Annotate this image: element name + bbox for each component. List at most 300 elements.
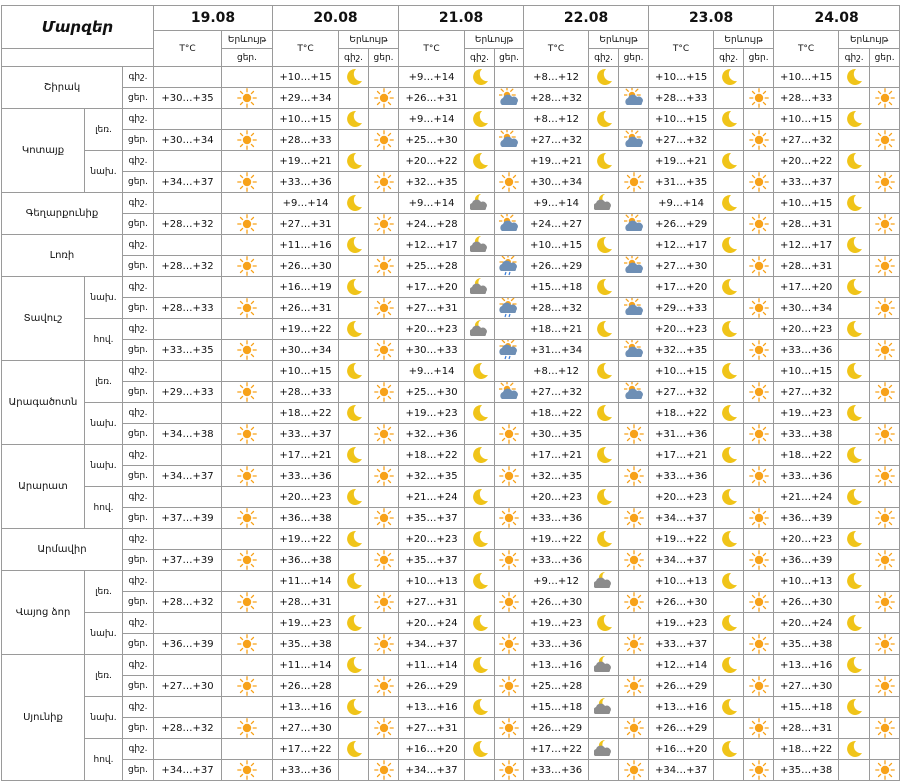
- temperature-cell: [154, 571, 222, 592]
- day-label: ցեր.: [123, 256, 154, 277]
- temperature-cell: +35…+38: [273, 634, 339, 655]
- empty-icon-cell: [589, 676, 619, 697]
- moon-icon: [839, 277, 870, 298]
- moon-icon: [714, 193, 744, 214]
- temperature-cell: +12…+14: [649, 655, 714, 676]
- empty-icon-cell: [465, 634, 495, 655]
- moon-icon: [714, 655, 744, 676]
- night-label: գիշ.: [123, 403, 154, 424]
- table-row: [2, 676, 900, 697]
- temperature-cell: +17…+20: [774, 277, 839, 298]
- temp-header: T°C: [524, 31, 589, 67]
- empty-icon-cell: [744, 487, 774, 508]
- temperature-cell: +9…+14: [399, 109, 465, 130]
- temperature-cell: +9…+14: [399, 67, 465, 88]
- temperature-cell: +27…+31: [399, 298, 465, 319]
- temperature-cell: [154, 445, 222, 466]
- moon-icon: [839, 697, 870, 718]
- moon-icon: [714, 739, 744, 760]
- moon-icon: [339, 193, 369, 214]
- empty-icon-cell: [619, 67, 649, 88]
- day-header: ցեր.: [619, 49, 649, 67]
- temperature-cell: +19…+23: [524, 613, 589, 634]
- empty-icon-cell: [495, 487, 524, 508]
- temperature-cell: +34…+37: [154, 760, 222, 781]
- moon-icon: [465, 697, 495, 718]
- empty-icon-cell: [619, 655, 649, 676]
- moon-icon: [714, 487, 744, 508]
- day-label: ցեր.: [123, 424, 154, 445]
- empty-icon-cell: [714, 298, 744, 319]
- temperature-cell: +19…+23: [399, 403, 465, 424]
- empty-icon-cell: [369, 445, 399, 466]
- empty-icon-cell: [870, 739, 900, 760]
- date-header: 20.08: [273, 6, 399, 31]
- day-label: ցեր.: [123, 508, 154, 529]
- sun-icon: [870, 424, 900, 445]
- region-name: Սյունիք: [2, 655, 85, 781]
- temperature-cell: +18…+22: [774, 445, 839, 466]
- temperature-cell: +20…+22: [399, 151, 465, 172]
- empty-icon-cell: [619, 277, 649, 298]
- table-row: [2, 760, 900, 781]
- empty-icon-cell: [222, 361, 273, 382]
- table-row: [2, 298, 900, 319]
- table-row: [2, 571, 900, 592]
- temperature-cell: +33…+36: [273, 466, 339, 487]
- empty-icon-cell: [465, 424, 495, 445]
- temperature-cell: +13…+16: [273, 697, 339, 718]
- phenomenon-header: Երևույթ: [839, 31, 900, 49]
- empty-icon-cell: [339, 466, 369, 487]
- temperature-cell: +16…+20: [649, 739, 714, 760]
- empty-icon-cell: [339, 382, 369, 403]
- temperature-cell: +20…+23: [524, 487, 589, 508]
- sun-icon: [369, 634, 399, 655]
- moon-icon: [839, 739, 870, 760]
- table-row: [2, 382, 900, 403]
- moon-icon: [339, 277, 369, 298]
- forecast-body: [2, 67, 900, 781]
- sun-icon: [870, 550, 900, 571]
- moon-icon: [714, 67, 744, 88]
- empty-icon-cell: [465, 508, 495, 529]
- temperature-cell: +20…+23: [649, 319, 714, 340]
- temperature-cell: +32…+36: [399, 424, 465, 445]
- empty-icon-cell: [744, 613, 774, 634]
- empty-icon-cell: [589, 466, 619, 487]
- moon-icon: [839, 487, 870, 508]
- sun-icon: [369, 382, 399, 403]
- empty-icon-cell: [619, 151, 649, 172]
- sun-icon: [619, 676, 649, 697]
- sun-icon: [369, 550, 399, 571]
- temperature-cell: +24…+28: [399, 214, 465, 235]
- sun-icon: [369, 256, 399, 277]
- temperature-cell: +26…+30: [273, 256, 339, 277]
- day-label: ցեր.: [123, 466, 154, 487]
- temperature-cell: +27…+32: [524, 382, 589, 403]
- empty-icon-cell: [839, 508, 870, 529]
- empty-icon-cell: [870, 487, 900, 508]
- temperature-cell: +19…+21: [273, 151, 339, 172]
- empty-icon-cell: [339, 424, 369, 445]
- empty-icon-cell: [619, 193, 649, 214]
- empty-icon-cell: [714, 760, 744, 781]
- moon-icon: [589, 445, 619, 466]
- empty-icon-cell: [714, 550, 744, 571]
- table-row: [2, 214, 900, 235]
- empty-icon-cell: [619, 613, 649, 634]
- empty-icon-cell: [369, 697, 399, 718]
- moon-icon: [465, 151, 495, 172]
- empty-icon-cell: [495, 613, 524, 634]
- temperature-cell: +21…+24: [774, 487, 839, 508]
- moon-icon: [339, 319, 369, 340]
- empty-icon-cell: [870, 277, 900, 298]
- temperature-cell: +28…+33: [154, 298, 222, 319]
- empty-icon-cell: [339, 172, 369, 193]
- sun-icon: [870, 130, 900, 151]
- subregion-label: հով.: [85, 487, 123, 529]
- empty-icon-cell: [495, 655, 524, 676]
- empty-icon-cell: [870, 571, 900, 592]
- temperature-cell: +26…+30: [774, 592, 839, 613]
- temperature-cell: +36…+38: [273, 508, 339, 529]
- empty-icon-cell: [222, 319, 273, 340]
- temperature-cell: +27…+30: [649, 256, 714, 277]
- empty-icon-cell: [839, 214, 870, 235]
- moon-icon: [339, 235, 369, 256]
- empty-icon-cell: [870, 655, 900, 676]
- temperature-cell: +26…+29: [649, 718, 714, 739]
- temperature-cell: +36…+39: [774, 550, 839, 571]
- partly-cloudy-day-icon: [495, 214, 524, 235]
- empty-icon-cell: [619, 739, 649, 760]
- empty-icon-cell: [839, 718, 870, 739]
- partly-cloudy-day-icon: [619, 214, 649, 235]
- temperature-cell: +33…+35: [154, 340, 222, 361]
- temperature-cell: [154, 487, 222, 508]
- empty-icon-cell: [870, 67, 900, 88]
- empty-icon-cell: [839, 634, 870, 655]
- sun-icon: [619, 172, 649, 193]
- empty-icon-cell: [839, 466, 870, 487]
- sun-icon: [222, 88, 273, 109]
- empty-icon-cell: [465, 298, 495, 319]
- empty-icon-cell: [744, 109, 774, 130]
- temperature-cell: +17…+22: [273, 739, 339, 760]
- empty-icon-cell: [619, 571, 649, 592]
- moon-icon: [339, 445, 369, 466]
- header-spacer: [2, 49, 154, 67]
- night-header: գիշ.: [714, 49, 744, 67]
- temperature-cell: +26…+29: [649, 676, 714, 697]
- temperature-cell: +29…+33: [649, 298, 714, 319]
- moon-icon: [839, 403, 870, 424]
- temperature-cell: +10…+15: [524, 235, 589, 256]
- temperature-cell: +33…+37: [273, 424, 339, 445]
- temperature-cell: +10…+15: [649, 109, 714, 130]
- empty-icon-cell: [339, 634, 369, 655]
- day-label: ցեր.: [123, 676, 154, 697]
- temperature-cell: +9…+14: [524, 193, 589, 214]
- empty-icon-cell: [619, 319, 649, 340]
- day-header: ցեր.: [222, 49, 273, 67]
- empty-icon-cell: [369, 319, 399, 340]
- day-label: ցեր.: [123, 592, 154, 613]
- empty-icon-cell: [465, 466, 495, 487]
- temperature-cell: +28…+32: [524, 88, 589, 109]
- night-label: գիշ.: [123, 613, 154, 634]
- sun-icon: [619, 634, 649, 655]
- empty-icon-cell: [839, 340, 870, 361]
- moon-icon: [839, 655, 870, 676]
- empty-icon-cell: [339, 718, 369, 739]
- partly-cloudy-night-icon: [589, 655, 619, 676]
- temperature-cell: [154, 67, 222, 88]
- empty-icon-cell: [465, 718, 495, 739]
- sun-icon: [744, 676, 774, 697]
- empty-icon-cell: [369, 487, 399, 508]
- temperature-cell: +15…+18: [774, 697, 839, 718]
- empty-icon-cell: [619, 697, 649, 718]
- temperature-cell: +19…+23: [774, 403, 839, 424]
- temperature-cell: +20…+23: [399, 529, 465, 550]
- empty-icon-cell: [744, 739, 774, 760]
- sun-icon: [495, 172, 524, 193]
- temperature-cell: +25…+30: [399, 382, 465, 403]
- empty-icon-cell: [714, 130, 744, 151]
- temperature-cell: +30…+35: [524, 424, 589, 445]
- empty-icon-cell: [495, 571, 524, 592]
- empty-icon-cell: [589, 214, 619, 235]
- temperature-cell: +13…+16: [524, 655, 589, 676]
- temperature-cell: +10…+15: [273, 67, 339, 88]
- temperature-cell: +26…+30: [524, 592, 589, 613]
- temperature-cell: +10…+15: [774, 361, 839, 382]
- temperature-cell: +29…+34: [273, 88, 339, 109]
- temperature-cell: [154, 613, 222, 634]
- sun-icon: [744, 130, 774, 151]
- subregion-label: հով.: [85, 739, 123, 781]
- sun-icon: [222, 760, 273, 781]
- empty-icon-cell: [369, 529, 399, 550]
- empty-icon-cell: [222, 67, 273, 88]
- date-header: 19.08: [154, 6, 273, 31]
- partly-cloudy-night-icon: [465, 277, 495, 298]
- moon-icon: [465, 571, 495, 592]
- empty-icon-cell: [619, 403, 649, 424]
- sun-icon: [222, 172, 273, 193]
- empty-icon-cell: [222, 529, 273, 550]
- temperature-cell: +27…+31: [273, 214, 339, 235]
- moon-icon: [339, 571, 369, 592]
- moon-icon: [465, 739, 495, 760]
- temperature-cell: +8…+12: [524, 67, 589, 88]
- night-label: գիշ.: [123, 445, 154, 466]
- table-row: [2, 403, 900, 424]
- night-label: գիշ.: [123, 571, 154, 592]
- temperature-cell: +28…+31: [774, 214, 839, 235]
- sun-icon: [744, 172, 774, 193]
- sun-icon: [870, 676, 900, 697]
- temperature-cell: +25…+30: [399, 130, 465, 151]
- temperature-cell: +33…+36: [524, 634, 589, 655]
- temperature-cell: +31…+35: [649, 172, 714, 193]
- regions-header: Մարզեր: [2, 6, 154, 49]
- sun-icon: [495, 424, 524, 445]
- table-row: [2, 697, 900, 718]
- moon-icon: [714, 319, 744, 340]
- empty-icon-cell: [222, 613, 273, 634]
- temperature-cell: +26…+31: [273, 298, 339, 319]
- temperature-cell: [154, 109, 222, 130]
- sun-cloud-rain-icon: [495, 340, 524, 361]
- empty-icon-cell: [465, 256, 495, 277]
- temperature-cell: [154, 277, 222, 298]
- empty-icon-cell: [369, 361, 399, 382]
- table-row: [2, 445, 900, 466]
- empty-icon-cell: [589, 172, 619, 193]
- sun-icon: [495, 550, 524, 571]
- partly-cloudy-day-icon: [495, 382, 524, 403]
- temperature-cell: +21…+24: [399, 487, 465, 508]
- temperature-cell: +30…+34: [154, 130, 222, 151]
- temperature-cell: +33…+37: [649, 634, 714, 655]
- temperature-cell: +13…+16: [774, 655, 839, 676]
- temperature-cell: +20…+22: [774, 151, 839, 172]
- temperature-cell: +36…+38: [273, 550, 339, 571]
- subregion-label: լեռ.: [85, 571, 123, 613]
- sun-icon: [495, 760, 524, 781]
- empty-icon-cell: [222, 697, 273, 718]
- moon-icon: [589, 361, 619, 382]
- empty-icon-cell: [369, 571, 399, 592]
- sun-icon: [744, 592, 774, 613]
- temperature-cell: +34…+37: [649, 550, 714, 571]
- empty-icon-cell: [744, 403, 774, 424]
- day-label: ցեր.: [123, 718, 154, 739]
- sun-icon: [222, 676, 273, 697]
- subregion-label: լեռ.: [85, 655, 123, 697]
- sun-icon: [369, 88, 399, 109]
- empty-icon-cell: [870, 235, 900, 256]
- sun-icon: [744, 88, 774, 109]
- subregion-label: նախ.: [85, 403, 123, 445]
- empty-icon-cell: [744, 571, 774, 592]
- temperature-cell: +13…+16: [399, 697, 465, 718]
- sun-icon: [744, 760, 774, 781]
- temperature-cell: +33…+38: [774, 424, 839, 445]
- temperature-cell: +30…+34: [774, 298, 839, 319]
- moon-icon: [839, 193, 870, 214]
- sun-icon: [222, 256, 273, 277]
- partly-cloudy-day-icon: [619, 130, 649, 151]
- empty-icon-cell: [744, 67, 774, 88]
- temperature-cell: +33…+36: [273, 760, 339, 781]
- day-label: ցեր.: [123, 172, 154, 193]
- table-row: [2, 424, 900, 445]
- sun-icon: [870, 256, 900, 277]
- moon-icon: [589, 151, 619, 172]
- temperature-cell: +20…+24: [774, 613, 839, 634]
- partly-cloudy-day-icon: [619, 88, 649, 109]
- partly-cloudy-night-icon: [589, 571, 619, 592]
- sun-icon: [870, 298, 900, 319]
- table-row: [2, 151, 900, 172]
- temperature-cell: +32…+35: [649, 340, 714, 361]
- night-label: գիշ.: [123, 655, 154, 676]
- night-label: գիշ.: [123, 193, 154, 214]
- temperature-cell: +26…+29: [524, 718, 589, 739]
- empty-icon-cell: [870, 697, 900, 718]
- moon-icon: [714, 151, 744, 172]
- subregion-label: լեռ.: [85, 361, 123, 403]
- night-label: գիշ.: [123, 361, 154, 382]
- empty-icon-cell: [619, 529, 649, 550]
- temperature-cell: +28…+31: [774, 256, 839, 277]
- temperature-cell: +18…+22: [273, 403, 339, 424]
- sun-icon: [495, 718, 524, 739]
- temperature-cell: +11…+14: [399, 655, 465, 676]
- temperature-cell: +19…+22: [649, 529, 714, 550]
- empty-icon-cell: [744, 277, 774, 298]
- moon-icon: [839, 571, 870, 592]
- temperature-cell: +35…+38: [774, 634, 839, 655]
- empty-icon-cell: [839, 256, 870, 277]
- temp-header: T°C: [399, 31, 465, 67]
- day-header: ցեր.: [495, 49, 524, 67]
- empty-icon-cell: [465, 340, 495, 361]
- empty-icon-cell: [465, 214, 495, 235]
- region-name: Արմավիր: [2, 529, 123, 571]
- sun-icon: [222, 340, 273, 361]
- empty-icon-cell: [465, 382, 495, 403]
- empty-icon-cell: [222, 193, 273, 214]
- sun-icon: [870, 214, 900, 235]
- empty-icon-cell: [744, 151, 774, 172]
- sun-icon: [495, 508, 524, 529]
- empty-icon-cell: [619, 109, 649, 130]
- empty-icon-cell: [495, 193, 524, 214]
- temperature-cell: +37…+39: [154, 508, 222, 529]
- night-label: գիշ.: [123, 235, 154, 256]
- sun-icon: [369, 508, 399, 529]
- empty-icon-cell: [222, 487, 273, 508]
- temperature-cell: +10…+13: [774, 571, 839, 592]
- temperature-cell: +29…+33: [154, 382, 222, 403]
- temperature-cell: +20…+23: [649, 487, 714, 508]
- temp-header: T°C: [154, 31, 222, 67]
- empty-icon-cell: [495, 361, 524, 382]
- temperature-cell: +30…+35: [154, 88, 222, 109]
- temperature-cell: +16…+20: [399, 739, 465, 760]
- temperature-cell: +9…+14: [399, 361, 465, 382]
- temperature-cell: +25…+28: [399, 256, 465, 277]
- empty-icon-cell: [744, 361, 774, 382]
- sun-icon: [222, 718, 273, 739]
- temperature-cell: +10…+13: [399, 571, 465, 592]
- temperature-cell: +31…+36: [649, 424, 714, 445]
- night-label: գիշ.: [123, 697, 154, 718]
- table-row: [2, 109, 900, 130]
- empty-icon-cell: [222, 655, 273, 676]
- empty-icon-cell: [839, 760, 870, 781]
- temperature-cell: +33…+36: [774, 466, 839, 487]
- sun-icon: [870, 592, 900, 613]
- empty-icon-cell: [589, 298, 619, 319]
